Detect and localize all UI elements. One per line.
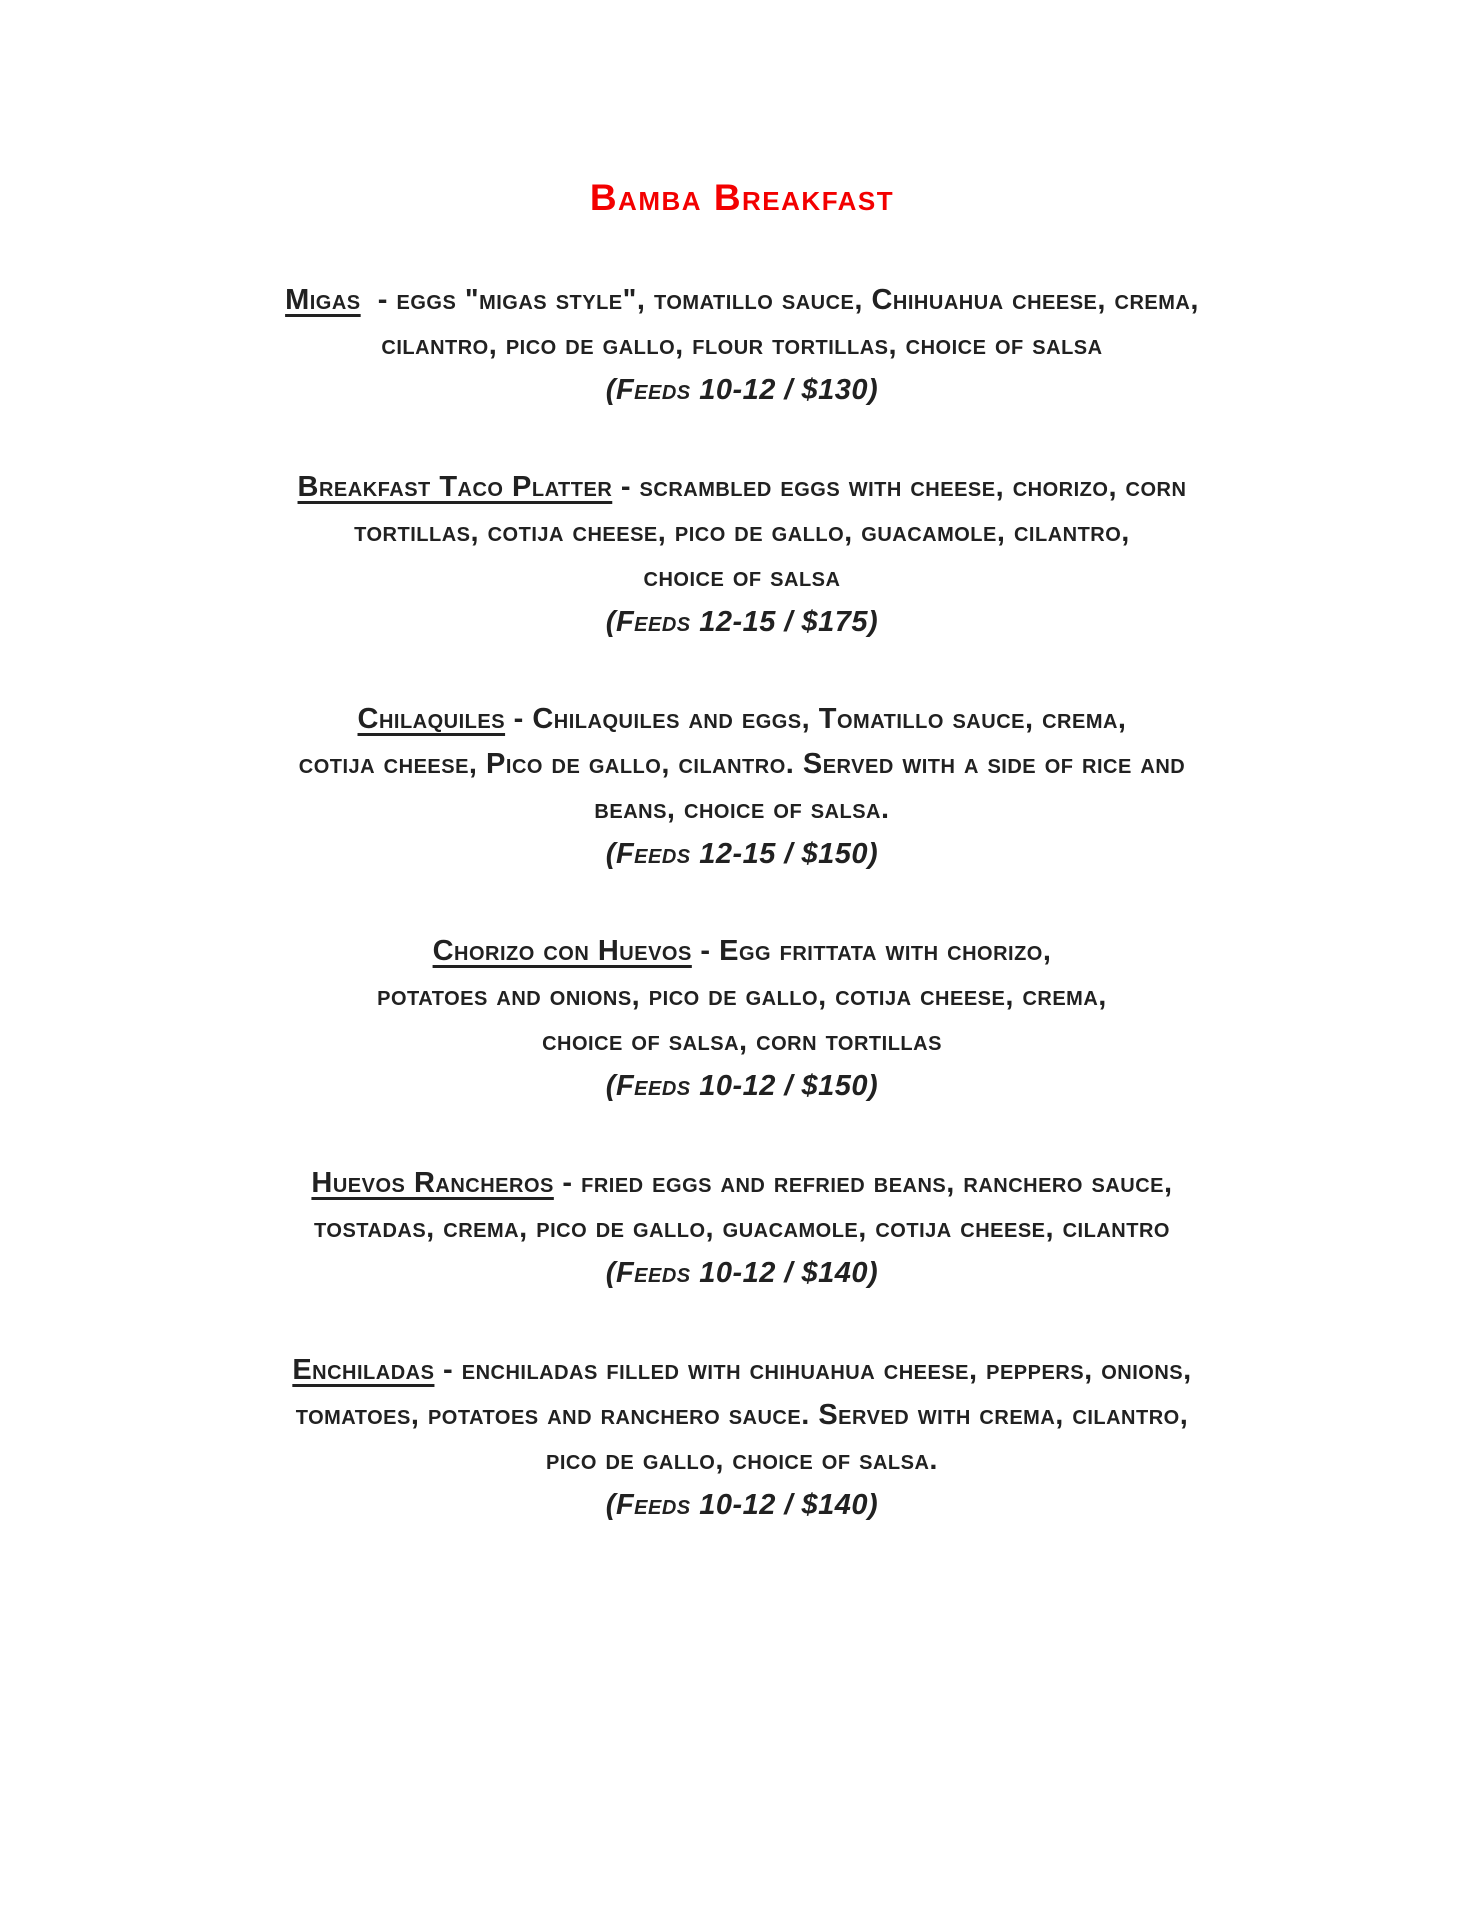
menu-item-breakfast-taco-platter <box>140 465 1344 645</box>
menu-item-description-line: choice of salsa, corn tortillas <box>542 1025 942 1057</box>
menu-item-description-start: - Chilaquiles and eggs, Tomatillo sauce, crema, <box>505 703 1127 735</box>
menu-item-name: Migas <box>285 284 361 316</box>
menu-item-description-line: beans, choice of salsa. <box>594 793 890 825</box>
menu-item-description-line: potatoes and onions, pico de gallo, cotija cheese, crema, <box>377 980 1107 1012</box>
menu-item-feeds-price: (Feeds 10-12 / $140) <box>605 1257 879 1289</box>
menu-item-name: Breakfast Taco Platter <box>297 471 613 503</box>
menu-item-description-start: - eggs "migas style", tomatillo sauce, Chihuahua cheese, crema, <box>360 284 1199 316</box>
menu-item-feeds-price: (Feeds 10-12 / $150) <box>605 1070 879 1102</box>
menu-item-enchiladas <box>140 1348 1344 1528</box>
menu-item-first-line <box>140 1161 1344 1206</box>
menu-item-name: Enchiladas <box>292 1354 435 1386</box>
menu-item-first-line <box>140 278 1344 323</box>
menu-item-description-line: cotija cheese, Pico de gallo, cilantro. Served with a side of rice and <box>298 748 1186 780</box>
menu-item-feeds-price: (Feeds 12-15 / $150) <box>605 838 879 870</box>
menu-item-description-line: tortillas, cotija cheese, pico de gallo, guacamole, cilantro, <box>354 516 1130 548</box>
menu-item-description-line: pico de gallo, choice of salsa. <box>546 1444 938 1476</box>
menu-item-chorizo-con-huevos <box>140 929 1344 1109</box>
menu-item-description-line: cilantro, pico de gallo, flour tortillas, choice of salsa <box>381 329 1103 361</box>
menu-item-huevos-rancheros <box>140 1161 1344 1296</box>
menu-title: Bamba Breakfast <box>589 177 895 218</box>
menu-item-chilaquiles <box>140 697 1344 877</box>
menu-item-name: Chorizo con Huevos <box>432 935 692 967</box>
menu-item-description-start: - Egg frittata with chorizo, <box>691 935 1052 967</box>
menu-item-description-start: - fried eggs and refried beans, ranchero sauce, <box>553 1167 1173 1199</box>
menu-item-description-line: choice of salsa <box>643 561 841 593</box>
menu-item-first-line <box>140 465 1344 510</box>
menu-item-migas <box>140 278 1344 413</box>
menu-item-first-line <box>140 1348 1344 1393</box>
menu-item-description-start: - enchiladas filled with chihuahua cheese, peppers, onions, <box>434 1354 1192 1386</box>
menu-item-first-line <box>140 697 1344 742</box>
menu-item-name: Huevos Rancheros <box>311 1167 554 1199</box>
menu-item-feeds-price: (Feeds 10-12 / $130) <box>605 374 879 406</box>
menu-item-first-line <box>140 929 1344 974</box>
menu-item-name: Chilaquiles <box>357 703 506 735</box>
menu-item-description-line: tomatoes, potatoes and ranchero sauce. Served with crema, cilantro, <box>295 1399 1189 1431</box>
menu-item-description-line: tostadas, crema, pico de gallo, guacamole, cotija cheese, cilantro <box>314 1212 1170 1244</box>
menu-item-description-start: - scrambled eggs with cheese, chorizo, corn <box>612 471 1187 503</box>
menu-item-feeds-price: (Feeds 12-15 / $175) <box>605 606 879 638</box>
menu-item-feeds-price: (Feeds 10-12 / $140) <box>605 1489 879 1521</box>
